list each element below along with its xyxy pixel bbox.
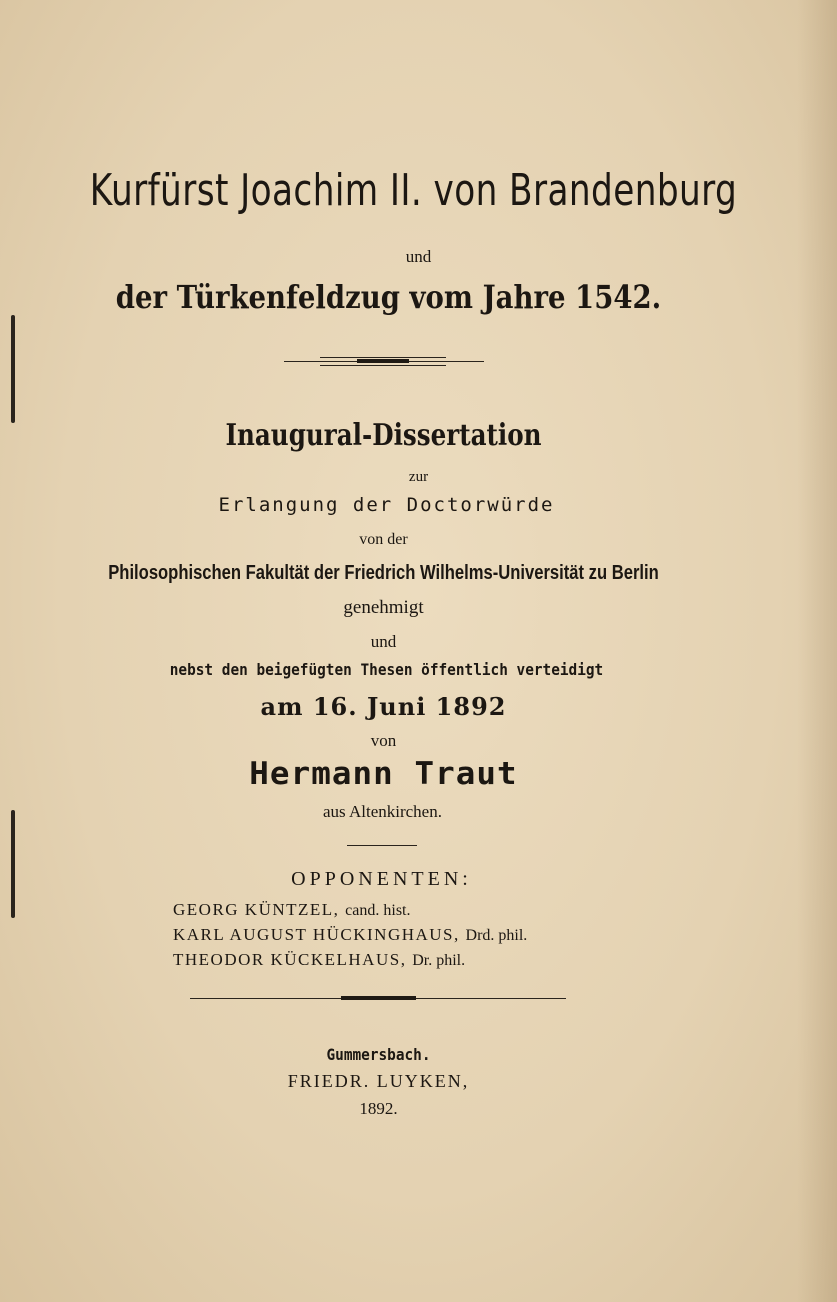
main-title: Kurfürst Joachim II. von Brandenburg: [89, 165, 738, 216]
dissertation-heading: Inaugural-Dissertation: [225, 418, 542, 453]
imprint-place: Gummersbach.: [326, 1045, 431, 1064]
thesen-line: nebst den beigefügten Thesen öffentlich verteidigt: [169, 660, 604, 679]
zur-text: zur: [408, 469, 429, 485]
title-connector: und: [405, 247, 432, 266]
opponent-entry: [173, 900, 411, 920]
opponents-heading: OPPONENTEN:: [291, 868, 472, 890]
short-divider: [347, 845, 417, 846]
von-der-text: von der: [359, 531, 408, 548]
genehmigt-text: genehmigt: [343, 597, 424, 618]
page-edge-shadow: [797, 0, 837, 1302]
author-origin: aus Altenkirchen.: [323, 802, 442, 821]
erlangung-text: Erlangung der Doctorwürde: [218, 494, 555, 516]
opponent-title: Dr. phil.: [412, 952, 466, 969]
subtitle: der Türkenfeldzug vom Jahre 1542.: [115, 278, 662, 316]
von-text: von: [370, 731, 397, 750]
opponent-entry: [173, 925, 527, 945]
binding-stitch-bottom: [11, 810, 15, 918]
opponent-name: THEODOR KÜCKELHAUS,: [173, 950, 407, 969]
opponent-name: GEORG KÜNTZEL,: [173, 900, 340, 919]
opponent-title: Drd. phil.: [465, 927, 528, 944]
defense-date: am 16. Juni 1892: [260, 692, 507, 721]
opponent-entry: [173, 950, 465, 970]
binding-stitch-top: [11, 315, 15, 423]
opponent-title: cand. hist.: [345, 902, 411, 919]
faculty-line: Philosophischen Fakultät der Friedrich Wilhelms-Universität zu Berlin: [108, 562, 659, 584]
opponent-name: KARL AUGUST HÜCKINGHAUS,: [173, 925, 460, 944]
imprint-publisher: FRIEDR. LUYKEN,: [287, 1071, 470, 1091]
author-name: Hermann Traut: [249, 756, 518, 792]
und-text: und: [370, 632, 397, 651]
imprint-year: 1892.: [359, 1099, 398, 1118]
